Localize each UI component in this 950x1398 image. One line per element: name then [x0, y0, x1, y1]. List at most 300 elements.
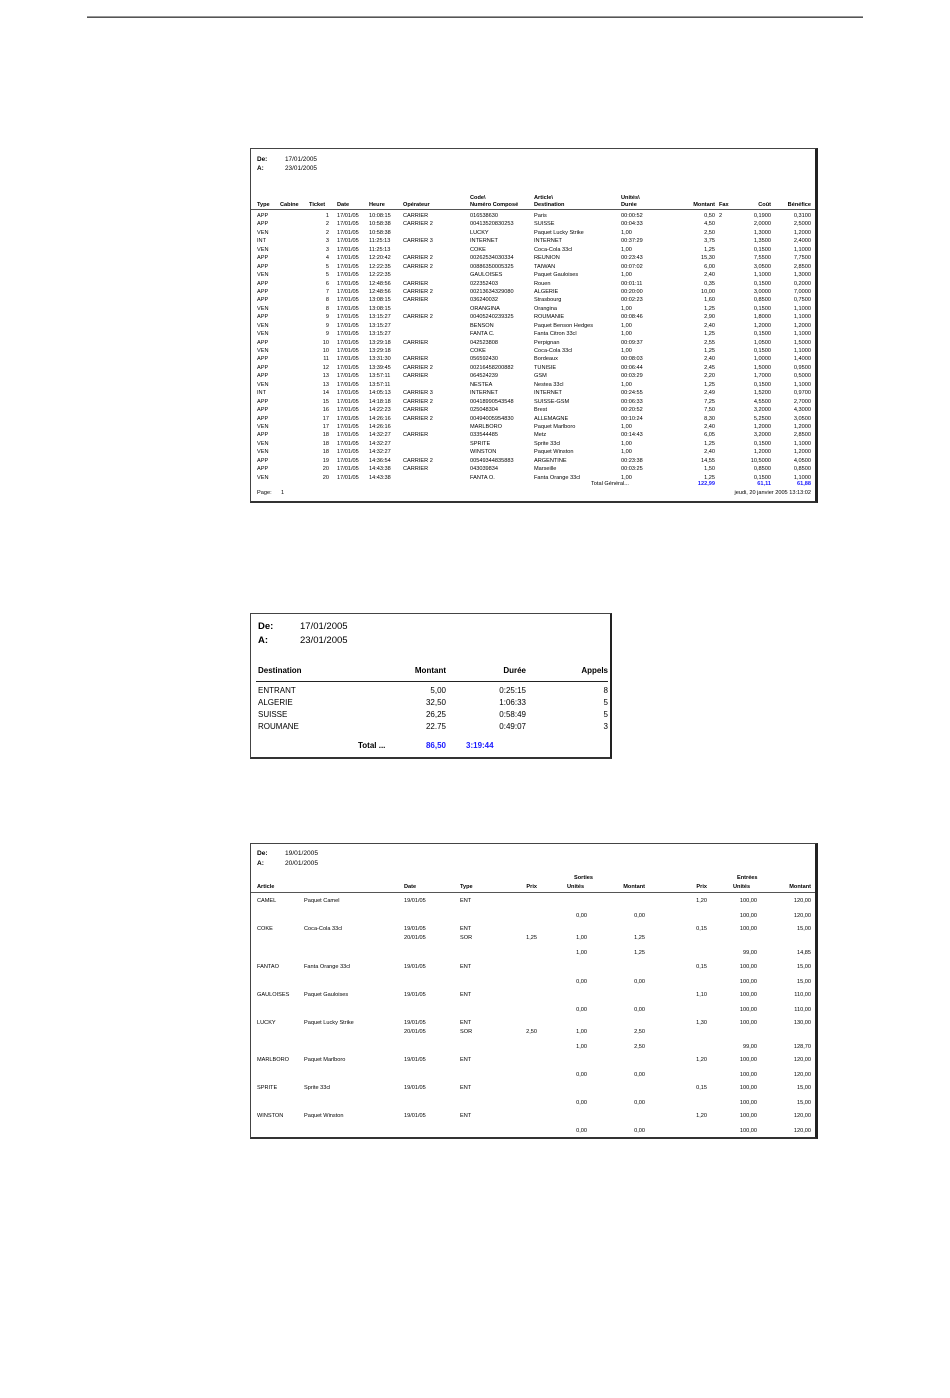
cell-type: VEN [257, 331, 269, 338]
cell-operateur: CARRIER [403, 356, 429, 363]
cell-ticket: 8 [325, 305, 329, 312]
table-row [251, 322, 815, 330]
cell-date: 17/01/05 [337, 331, 359, 338]
cell-cout: 0,1500 [753, 331, 771, 338]
cell-duree: 0:25:15 [499, 686, 526, 695]
cell-unites: 00:07:02 [621, 263, 643, 270]
cell-montant: 2,40 [704, 356, 715, 363]
cell-benefice: 1,1000 [793, 305, 811, 312]
cell-date: 17/01/05 [337, 415, 359, 422]
cell-montant-entrees: 15,00 [797, 964, 811, 970]
cell-type: VEN [257, 246, 269, 253]
cell-cout: 1,5200 [753, 390, 771, 397]
cell-montant: 8,30 [704, 415, 715, 422]
cell-type: VEN [257, 305, 269, 312]
page-label: Page: [257, 490, 272, 496]
cell-type: ENT [460, 1020, 472, 1026]
table-row [251, 697, 610, 709]
cell-benefice: 3,0500 [793, 415, 811, 422]
cell-article: Nestea 33cl [534, 381, 564, 388]
cell-unites-entrees: 100,00 [739, 1072, 757, 1078]
cell-duree: 0:58:49 [499, 710, 526, 719]
cell-cout: 0,1900 [753, 213, 771, 219]
cell-benefice: 2,8500 [793, 432, 811, 439]
cell-type: ENT [460, 992, 472, 998]
cell-unites-entrees: 100,00 [739, 898, 757, 904]
cell-montant: 6,05 [704, 432, 715, 439]
table-row [251, 431, 815, 439]
cell-code: 00213634329080 [470, 288, 514, 295]
cell-ticket: 13 [322, 373, 329, 380]
group-sorties: Sorties [574, 875, 593, 881]
cell-heure: 12:22:35 [369, 272, 391, 279]
cell-benefice: 4,0500 [793, 457, 811, 464]
report2-column-headers [256, 664, 608, 682]
cell-code: COKE [470, 246, 486, 253]
cell-operateur: CARRIER [403, 297, 429, 304]
cell-date: 17/01/05 [337, 423, 359, 430]
cell-unites: 00:03:25 [621, 466, 643, 473]
cell-type: APP [257, 314, 269, 321]
cell-type: APP [257, 407, 269, 414]
cell-ticket: 18 [322, 440, 329, 447]
total-montant: 86,50 [425, 741, 446, 750]
table-row [251, 355, 815, 363]
cell-operateur: CARRIER 3 [403, 390, 433, 397]
cell-operateur: CARRIER [403, 373, 429, 380]
cell-code: 042523808 [470, 339, 498, 346]
cell-montant-entrees: 14,85 [797, 950, 811, 956]
cell-code: 056592430 [470, 356, 498, 363]
cell-benefice: 1,1000 [793, 331, 811, 338]
cell-unites-entrees: 100,00 [739, 992, 757, 998]
cell-article-name: Paquet Winston [304, 1113, 344, 1119]
cell-montant: 14,55 [701, 457, 715, 464]
cell-cout: 10,5000 [750, 457, 771, 464]
cell-article: INTERNET [534, 390, 562, 397]
cell-operateur: CARRIER 2 [403, 364, 433, 371]
cell-article: Fanta Orange 33cl [534, 474, 581, 481]
cell-montant: 7,25 [704, 398, 715, 405]
cell-cout: 5,2500 [753, 415, 771, 422]
report2-date-range [258, 620, 348, 648]
cell-article: TAIWAN [534, 263, 556, 270]
col-heure: Heure [369, 201, 385, 208]
cell-code: 00494005954830 [470, 415, 514, 422]
cell-article: Paquet Lucky Strike [534, 229, 584, 236]
cell-type: APP [257, 415, 269, 422]
cell-article: Bordeaux [534, 356, 558, 363]
col-date: Date [404, 884, 417, 890]
cell-montant-entrees: 120,00 [793, 913, 811, 919]
cell-ticket: 9 [325, 331, 329, 338]
cell-article-code: SPRITE [257, 1085, 278, 1091]
cell-article-code: GAULOISES [257, 992, 290, 998]
cell-article-name: Paquet Lucky Strike [304, 1020, 354, 1026]
cell-montant-entrees: 110,00 [794, 1007, 811, 1013]
cell-prix-entrees: 1,20 [696, 1113, 707, 1119]
total-duree: 3:19:44 [466, 741, 494, 750]
cell-cout: 3,0500 [753, 263, 771, 270]
table-row [251, 1006, 815, 1014]
cell-operateur: CARRIER [403, 432, 429, 439]
cell-code: COKE [470, 348, 486, 354]
cell-heure: 12:22:35 [369, 263, 391, 270]
cell-date: 17/01/05 [337, 466, 359, 473]
group-entrees: Entrées [737, 875, 758, 881]
from-label: De: [257, 850, 268, 857]
cell-ticket: 5 [325, 272, 329, 279]
col-date: Date [337, 201, 350, 208]
cell-ticket: 19 [322, 457, 329, 464]
cell-unites: 1,00 [621, 322, 632, 329]
col-prix-sorties: Prix [526, 884, 537, 890]
cell-ticket: 8 [325, 297, 329, 304]
cell-unites: 00:24:55 [621, 390, 643, 397]
cell-cout: 1,3500 [753, 238, 771, 245]
total-label: Total ... [358, 741, 386, 750]
cell-type: APP [257, 297, 269, 304]
cell-montant: 1,25 [704, 381, 715, 388]
cell-prix-entrees: 1,10 [696, 992, 707, 998]
table-row [251, 280, 815, 288]
table-row [251, 934, 815, 942]
cell-date: 17/01/05 [337, 263, 359, 270]
cell-cout: 0,8500 [753, 297, 771, 304]
cell-type: VEN [257, 449, 269, 456]
cell-destination: ALGERIE [258, 698, 293, 707]
table-row [251, 1084, 815, 1092]
cell-unites-entrees: 100,00 [739, 926, 757, 932]
cell-benefice: 1,2000 [793, 229, 811, 236]
cell-benefice: 0,3100 [793, 213, 811, 219]
from-date: 17/01/2005 [300, 621, 348, 632]
cell-unites: 1,00 [621, 348, 632, 354]
cell-unites: 00:10:24 [621, 415, 643, 422]
table-row [251, 220, 815, 228]
cell-article: Brest [534, 407, 548, 414]
cell-unites: 00:04:33 [621, 221, 643, 228]
cell-operateur: CARRIER 2 [403, 398, 433, 405]
cell-ticket: 13 [322, 381, 329, 388]
cell-operateur: CARRIER 2 [403, 221, 433, 228]
cell-montant-entrees: 110,00 [794, 992, 811, 998]
total-label: Total Général... [591, 481, 629, 487]
cell-montant: 0,35 [704, 280, 715, 287]
cell-code: LUCKY [470, 229, 489, 236]
cell-cout: 1,0000 [753, 356, 771, 363]
cell-montant: 1,25 [704, 246, 715, 253]
cell-date: 17/01/05 [337, 348, 359, 354]
cell-montant-sorties: 1,25 [634, 935, 645, 941]
cell-unites: 1,00 [621, 449, 632, 456]
cell-cout: 1,2000 [753, 322, 771, 329]
cell-article: ROUMANIE [534, 314, 565, 321]
cell-date: 17/01/05 [337, 314, 359, 321]
cell-date: 17/01/05 [337, 356, 359, 363]
col-benefice: Bénéfice [787, 201, 811, 208]
cell-montant: 7,50 [704, 407, 715, 414]
from-label: De: [257, 156, 268, 163]
table-row [251, 313, 815, 321]
cell-heure: 14:26:16 [369, 415, 391, 422]
col-montant: Montant [693, 201, 715, 208]
table-row [251, 305, 815, 313]
cell-article-code: MARLBORO [257, 1057, 290, 1063]
cell-benefice: 1,1000 [793, 348, 811, 354]
cell-code: 00418990543548 [470, 398, 514, 405]
cell-prix-entrees: 0,15 [696, 1085, 707, 1091]
cell-appels: 5 [603, 698, 608, 707]
cell-article-name: Paquet Marlboro [304, 1057, 346, 1063]
cell-date: 19/01/05 [404, 964, 426, 970]
table-row [251, 685, 610, 697]
from-date: 19/01/2005 [285, 850, 319, 857]
cell-article-code: WINSTON [257, 1113, 284, 1119]
cell-cout: 1,8000 [753, 314, 771, 321]
cell-code: 064524239 [470, 373, 498, 380]
cell-montant-entrees: 15,00 [797, 1100, 811, 1106]
cell-article-code: LUCKY [257, 1020, 276, 1026]
cell-article-name: Sprite 33cl [304, 1085, 331, 1091]
col-ticket: Ticket [309, 201, 326, 208]
cell-heure: 12:48:56 [369, 288, 391, 295]
cell-unites-sorties: 0,00 [576, 1072, 587, 1078]
table-row [251, 1028, 815, 1036]
cell-montant: 1,25 [704, 440, 715, 447]
cell-montant-entrees: 128,70 [793, 1044, 811, 1050]
cell-article: Marseille [534, 466, 557, 473]
col-cabine: Cabine [280, 201, 299, 208]
cell-heure: 13:15:27 [369, 331, 391, 338]
cell-montant-sorties: 2,50 [634, 1044, 645, 1050]
cell-article: Sprite 33cl [534, 440, 561, 447]
cell-ticket: 10 [322, 339, 329, 346]
cell-type: APP [257, 288, 269, 295]
to-date: 20/01/2005 [285, 860, 319, 867]
cell-unites-sorties: 0,00 [576, 979, 587, 985]
cell-date: 17/01/05 [337, 364, 359, 371]
cell-unites-entrees: 100,00 [739, 964, 757, 970]
cell-date: 19/01/05 [404, 1113, 426, 1119]
cell-type: ENT [460, 1113, 472, 1119]
cell-type: APP [257, 398, 269, 405]
table-row [251, 364, 815, 372]
cell-prix-entrees: 0,15 [696, 926, 707, 932]
cell-heure: 12:20:42 [369, 255, 391, 262]
cell-heure: 12:48:56 [369, 280, 391, 287]
cell-cout: 1,2000 [753, 449, 771, 456]
cell-benefice: 1,2000 [793, 423, 811, 430]
cell-type: ENT [460, 1085, 472, 1091]
cell-heure: 13:31:30 [369, 356, 391, 363]
report1-footer [251, 489, 815, 497]
cell-ticket: 1 [325, 213, 329, 219]
cell-unites: 00:20:52 [621, 407, 643, 414]
cell-code: SPRITE [470, 440, 491, 447]
cell-heure: 13:15:27 [369, 314, 391, 321]
cell-type: VEN [257, 381, 269, 388]
cell-code: 036240032 [470, 297, 498, 304]
cell-code: 025048304 [470, 407, 498, 414]
to-date: 23/01/2005 [285, 165, 317, 172]
cell-unites-entrees: 100,00 [739, 979, 757, 985]
col-fax: Fax [719, 201, 729, 208]
cell-code: 033544485 [470, 432, 498, 439]
report1-column-headers [251, 192, 815, 210]
report2-total-row [251, 740, 610, 752]
table-row [251, 1099, 815, 1107]
cell-date: 17/01/05 [337, 449, 359, 456]
cell-unites-entrees: 100,00 [739, 1113, 757, 1119]
table-row [251, 339, 815, 347]
cell-ticket: 18 [322, 449, 329, 456]
cell-montant: 2,40 [704, 322, 715, 329]
cell-montant: 2,40 [704, 272, 715, 279]
table-row [251, 925, 815, 933]
cell-operateur: CARRIER [403, 280, 429, 287]
cell-unites-sorties: 1,00 [576, 950, 587, 956]
cell-montant: 2,45 [704, 364, 715, 371]
cell-date: 17/01/05 [337, 381, 359, 388]
cell-unites: 1,00 [621, 246, 632, 253]
cell-article: INTERNET [534, 238, 562, 245]
cell-article: ALGERIE [534, 288, 559, 295]
cell-cout: 1,7000 [753, 373, 771, 380]
cell-code: WINSTON [470, 449, 497, 456]
cell-montant-entrees: 15,00 [797, 926, 811, 932]
cell-date: 17/01/05 [337, 238, 359, 245]
cell-article-code: FANTAO [257, 964, 279, 970]
cell-operateur: CARRIER 3 [403, 238, 433, 245]
cell-date: 19/01/05 [404, 898, 426, 904]
cell-code: BENSON [470, 322, 494, 329]
cell-montant-entrees: 130,00 [793, 1020, 811, 1026]
cell-cout: 0,1500 [753, 348, 771, 354]
cell-montant-sorties: 0,00 [634, 1072, 645, 1078]
cell-montant-entrees: 120,00 [793, 1072, 811, 1078]
cell-article: REUNION [534, 255, 560, 262]
cell-montant: 2,49 [704, 390, 715, 397]
cell-benefice: 1,1000 [793, 474, 811, 481]
cell-heure: 10:58:38 [369, 229, 391, 236]
cell-ticket: 3 [325, 246, 329, 253]
cell-benefice: 0,2000 [793, 280, 811, 287]
cell-montant: 4,50 [704, 221, 715, 228]
col-unites: Unités\ Durée [621, 195, 640, 208]
cell-article: Coca-Cola 33cl [534, 348, 573, 354]
cell-fax: 2 [719, 213, 723, 219]
total-montant: 122,99 [697, 481, 715, 487]
cell-type: APP [257, 356, 269, 363]
cell-type: SOR [460, 1029, 473, 1035]
cell-ticket: 3 [325, 238, 329, 245]
cell-code: 00405240239325 [470, 314, 514, 321]
cell-ticket: 12 [322, 364, 329, 371]
cell-operateur: CARRIER 2 [403, 415, 433, 422]
cell-montant: 2,55 [704, 339, 715, 346]
cell-benefice: 2,7000 [793, 398, 811, 405]
cell-date: 17/01/05 [337, 390, 359, 397]
cell-heure: 13:29:18 [369, 348, 391, 354]
cell-unites: 00:23:38 [621, 457, 643, 464]
table-row [251, 721, 610, 733]
cell-montant: 15,30 [701, 255, 715, 262]
cell-date: 17/01/05 [337, 407, 359, 414]
cell-heure: 14:36:54 [369, 457, 391, 464]
cell-ticket: 9 [325, 322, 329, 329]
cell-article: SUISSE-GSM [534, 398, 570, 405]
cell-unites: 00:00:52 [621, 213, 643, 219]
cell-montant-sorties: 0,00 [634, 1100, 645, 1106]
cell-date: 17/01/05 [337, 255, 359, 262]
col-destination: Destination [258, 666, 302, 675]
table-row [251, 1112, 815, 1120]
cell-heure: 10:08:15 [369, 213, 391, 219]
table-row [251, 448, 815, 456]
table-row [251, 457, 815, 465]
cell-unites: 00:06:33 [621, 398, 643, 405]
cell-operateur: CARRIER 2 [403, 314, 433, 321]
cell-destination: ENTRANT [258, 686, 296, 695]
table-row [251, 246, 815, 254]
table-row [251, 347, 815, 355]
cell-cout: 3,0000 [753, 288, 771, 295]
cell-montant: 32,50 [425, 698, 446, 707]
cell-heure: 14:26:16 [369, 423, 391, 430]
cell-cout: 1,2000 [753, 423, 771, 430]
cell-cout: 1,0500 [753, 339, 771, 346]
report3-column-headers [251, 874, 815, 893]
cell-montant-entrees: 15,00 [797, 1085, 811, 1091]
cell-type: SOR [460, 935, 473, 941]
cell-code: 043039834 [470, 466, 498, 473]
cell-benefice: 7,0000 [793, 288, 811, 295]
cell-code: GAULOISES [470, 272, 503, 279]
cell-montant: 3,75 [704, 238, 715, 245]
cell-heure: 14:05:13 [369, 390, 391, 397]
cell-heure: 13:57:11 [369, 381, 391, 388]
cell-type: VEN [257, 423, 269, 430]
cell-type: INT [257, 238, 267, 245]
cell-ticket: 9 [325, 314, 329, 321]
cell-code: 00262534030334 [470, 255, 514, 262]
cell-article-code: COKE [257, 926, 273, 932]
table-row [251, 991, 815, 999]
page-number: 1 [281, 490, 285, 496]
cell-montant: 0,50 [704, 213, 715, 219]
col-article: Article\ Destination [534, 195, 565, 208]
cell-unites-entrees: 99,00 [743, 950, 757, 956]
cell-article: Paquet Gauloises [534, 272, 579, 279]
col-type: Type [257, 201, 270, 208]
cell-ticket: 16 [322, 407, 329, 414]
cell-prix-sorties: 1,25 [526, 935, 537, 941]
cell-ticket: 11 [323, 356, 329, 363]
cell-article-name: Paquet Camel [304, 898, 340, 904]
cell-date: 17/01/05 [337, 280, 359, 287]
cell-heure: 13:29:18 [369, 339, 391, 346]
cell-benefice: 2,8500 [793, 263, 811, 270]
total-cout: 61,11 [757, 481, 771, 487]
cell-operateur: CARRIER [403, 466, 429, 473]
cell-unites: 00:09:37 [621, 339, 643, 346]
cell-date: 17/01/05 [337, 288, 359, 295]
cell-article: Orangina [534, 305, 558, 312]
cell-unites-sorties: 0,00 [576, 1007, 587, 1013]
table-row [251, 398, 815, 406]
cell-code: FANTA C. [470, 331, 495, 338]
